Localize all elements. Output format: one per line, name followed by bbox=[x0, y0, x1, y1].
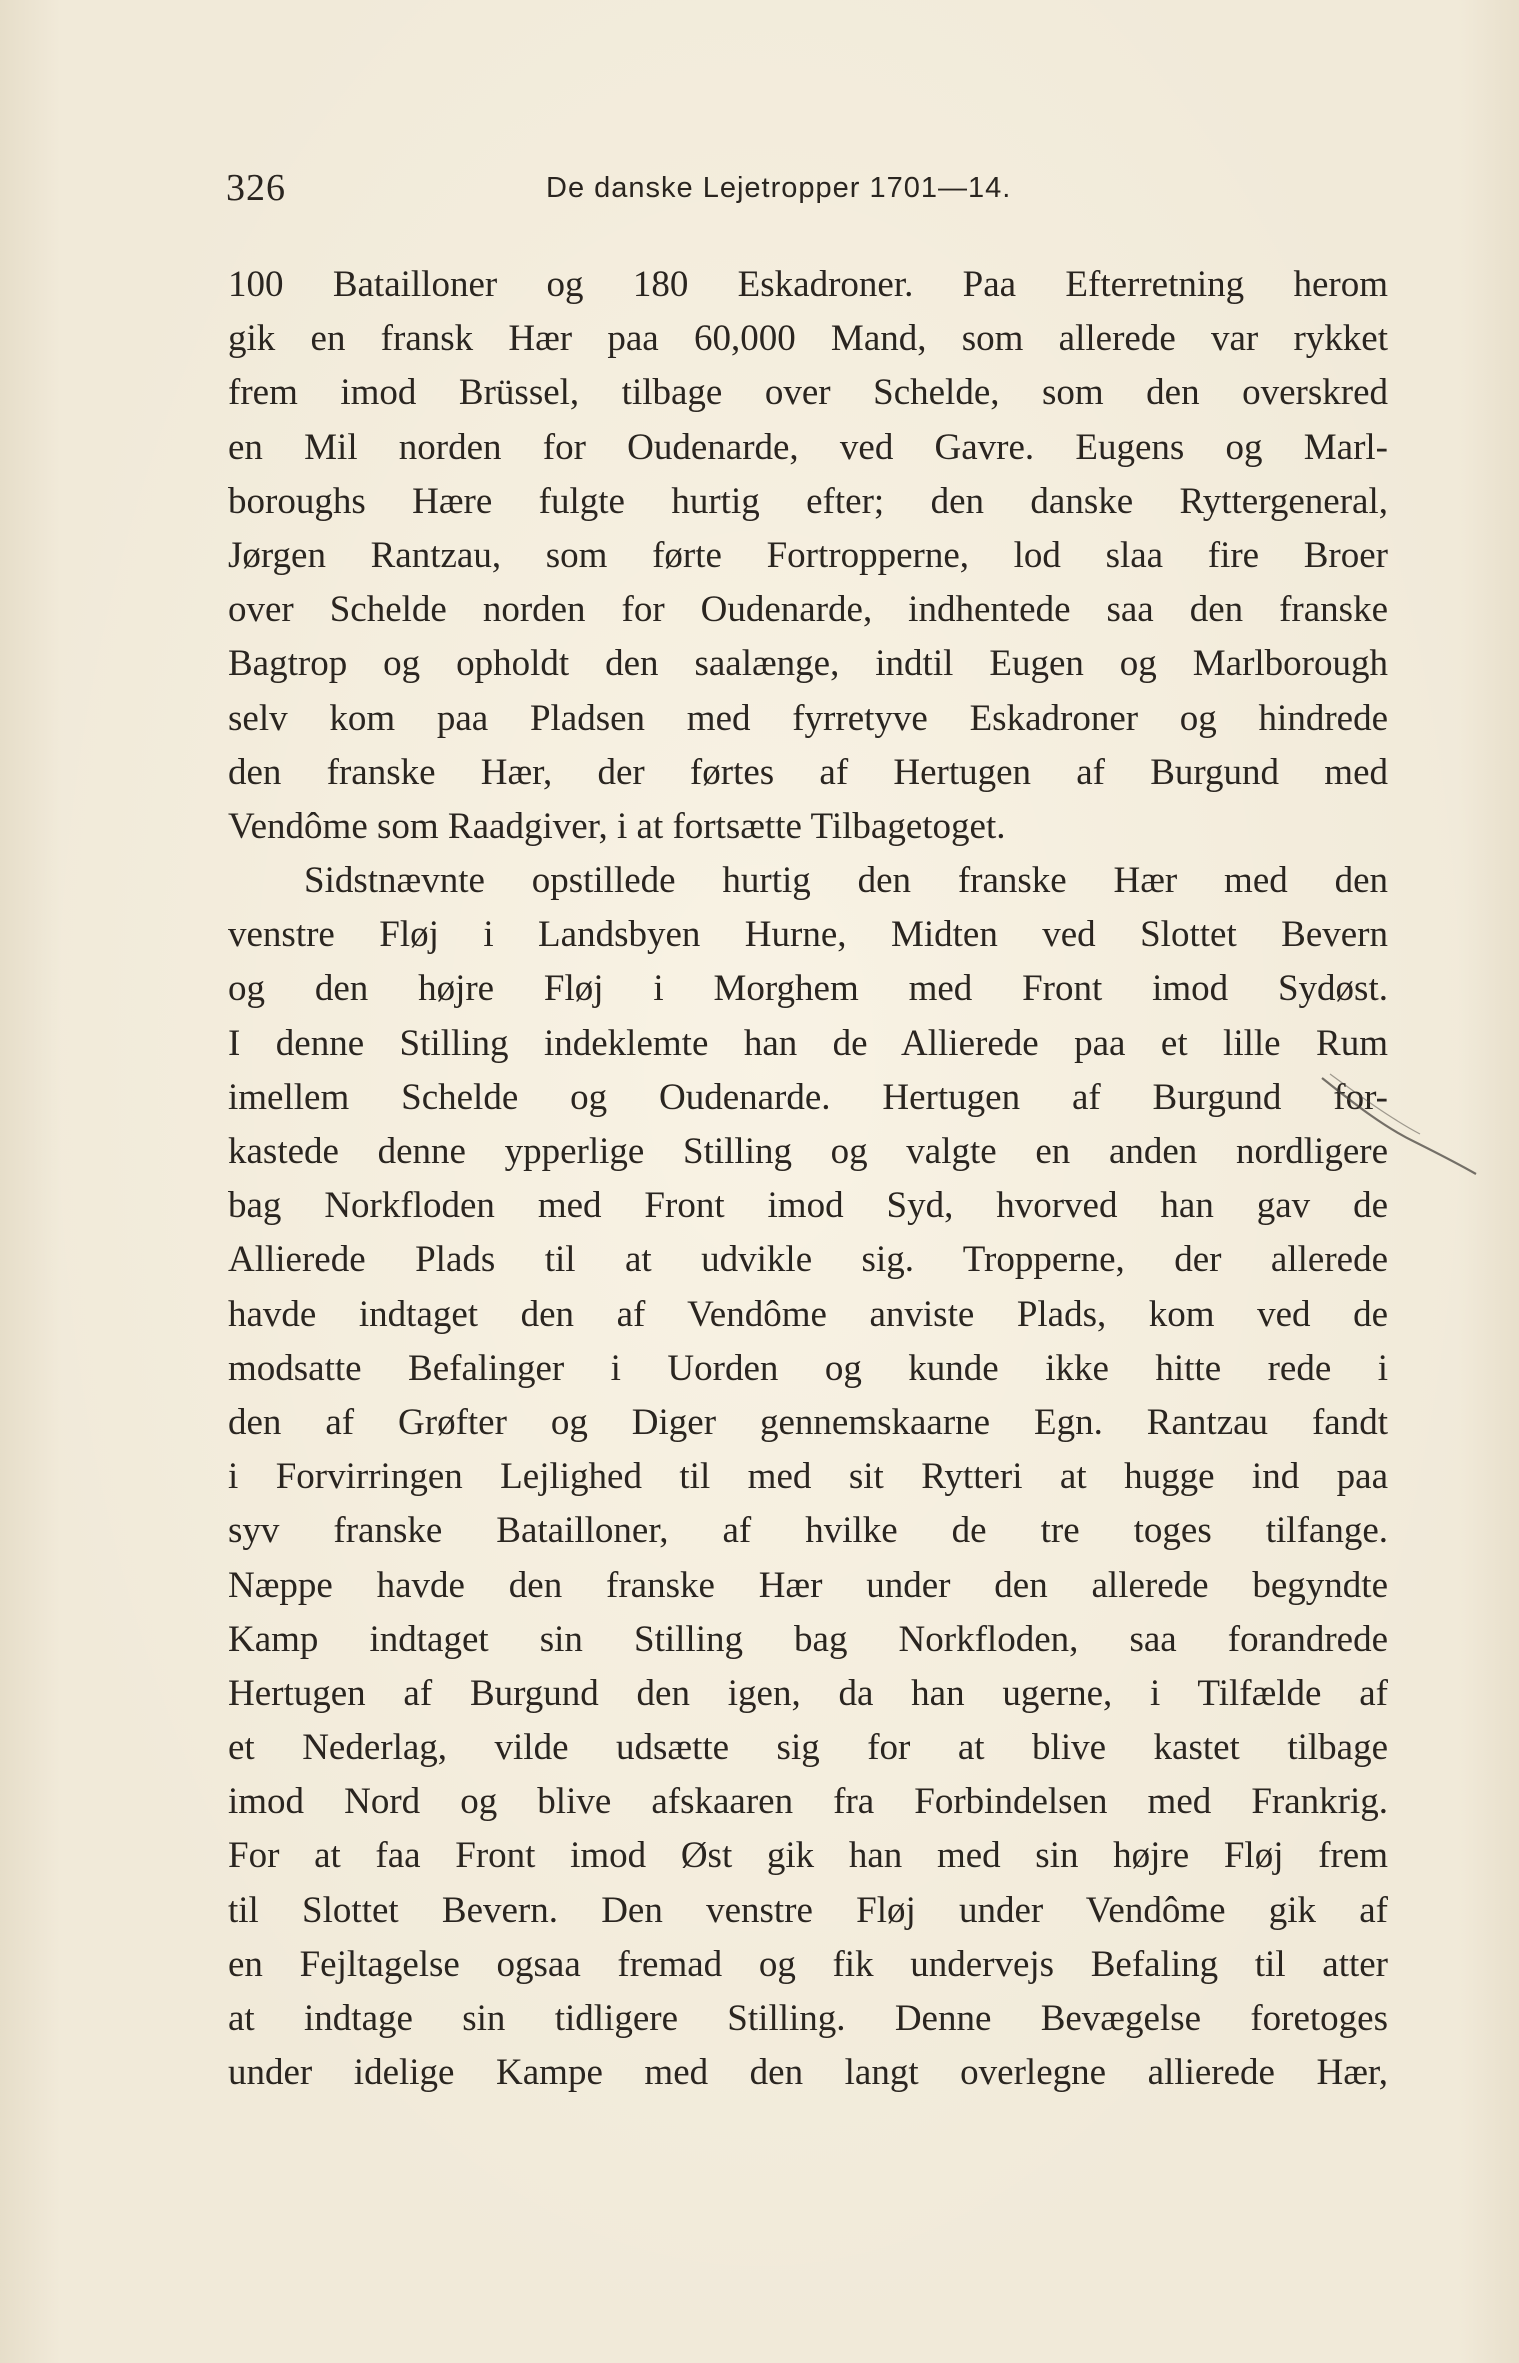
page-number: 326 bbox=[226, 167, 286, 209]
text-line: Jørgen Rantzau, som førte Fortropperne, lod slaa fire Broer bbox=[228, 534, 1388, 576]
text-line: en Fejltagelse ogsaa fremad og fik undervejs Befaling til atter bbox=[228, 1943, 1388, 1985]
text-line: imod Nord og blive afskaaren fra Forbindelsen med Frankrig. bbox=[228, 1781, 1388, 1823]
text-line: under idelige Kampe med den langt overlegne allierede Hær, bbox=[228, 2052, 1388, 2094]
running-head bbox=[226, 158, 1386, 208]
text-line: i Forvirringen Lejlighed til med sit Rytteri at hugge ind paa bbox=[228, 1456, 1388, 1498]
text-line: Bagtrop og opholdt den saalænge, indtil Eugen og Marlborough bbox=[228, 643, 1388, 685]
text-line: selv kom paa Pladsen med fyrretyve Eskadroner og hindrede bbox=[228, 697, 1388, 739]
text-line: venstre Fløj i Landsbyen Hurne, Midten ved Slottet Bevern bbox=[228, 914, 1388, 956]
running-title: De danske Lejetropper 1701—14. bbox=[546, 172, 1012, 204]
text-line: frem imod Brüssel, tilbage over Schelde, som den overskred bbox=[228, 372, 1388, 414]
text-line: en Mil norden for Oudenarde, ved Gavre. Eugens og Marl- bbox=[228, 426, 1388, 468]
text-line: Kamp indtaget sin Stilling bag Norkfloden, saa forandrede bbox=[228, 1618, 1388, 1660]
text-line: modsatte Befalinger i Uorden og kunde ikke hitte rede i bbox=[228, 1347, 1388, 1389]
text-line: til Slottet Bevern. Den venstre Fløj under Vendôme gik af bbox=[228, 1889, 1388, 1931]
text-line: over Schelde norden for Oudenarde, indhentede saa den franske bbox=[228, 589, 1388, 631]
text-line: og den højre Fløj i Morghem med Front imod Sydøst. bbox=[228, 968, 1388, 1010]
text-line: et Nederlag, vilde udsætte sig for at blive kastet tilbage bbox=[228, 1727, 1388, 1769]
text-line: havde indtaget den af Vendôme anviste Plads, kom ved de bbox=[228, 1293, 1388, 1335]
text-line: syv franske Batailloner, af hvilke de tre toges tilfange. bbox=[228, 1510, 1388, 1552]
text-line: Sidstnævnte opstillede hurtig den franske Hær med den bbox=[304, 860, 1388, 902]
text-line: For at faa Front imod Øst gik han med sin højre Fløj frem bbox=[228, 1835, 1388, 1877]
text-line: den af Grøfter og Diger gennemskaarne Egn. Rantzau fandt bbox=[228, 1401, 1388, 1443]
text-line: Allierede Plads til at udvikle sig. Tropperne, der allerede bbox=[228, 1239, 1388, 1281]
text-line: Vendôme som Raadgiver, i at fortsætte Tilbagetoget. bbox=[228, 805, 1006, 847]
text-line: Næppe havde den franske Hær under den allerede begyndte bbox=[228, 1564, 1388, 1606]
text-line: den franske Hær, der førtes af Hertugen af Burgund med bbox=[228, 751, 1388, 793]
text-line: boroughs Hære fulgte hurtig efter; den danske Ryttergeneral, bbox=[228, 480, 1388, 522]
text-line: 100 Batailloner og 180 Eskadroner. Paa Efterretning herom bbox=[228, 264, 1388, 305]
text-line: I denne Stilling indeklemte han de Allierede paa et lille Rum bbox=[228, 1022, 1388, 1064]
text-line: at indtage sin tidligere Stilling. Denne Bevægelse foretoges bbox=[228, 1998, 1388, 2039]
text-line: kastede denne ypperlige Stilling og valgte en anden nordligere bbox=[228, 1131, 1388, 1172]
text-line: imellem Schelde og Oudenarde. Hertugen af Burgund for- bbox=[228, 1076, 1388, 1118]
body-text bbox=[228, 258, 1388, 2100]
text-line: gik en fransk Hær paa 60,000 Mand, som allerede var rykket bbox=[228, 318, 1388, 360]
text-line: Hertugen af Burgund den igen, da han ugerne, i Tilfælde af bbox=[228, 1672, 1388, 1714]
text-line: bag Norkfloden med Front imod Syd, hvorved han gav de bbox=[228, 1185, 1388, 1227]
pencil-stroke-mark bbox=[1320, 1070, 1480, 1180]
